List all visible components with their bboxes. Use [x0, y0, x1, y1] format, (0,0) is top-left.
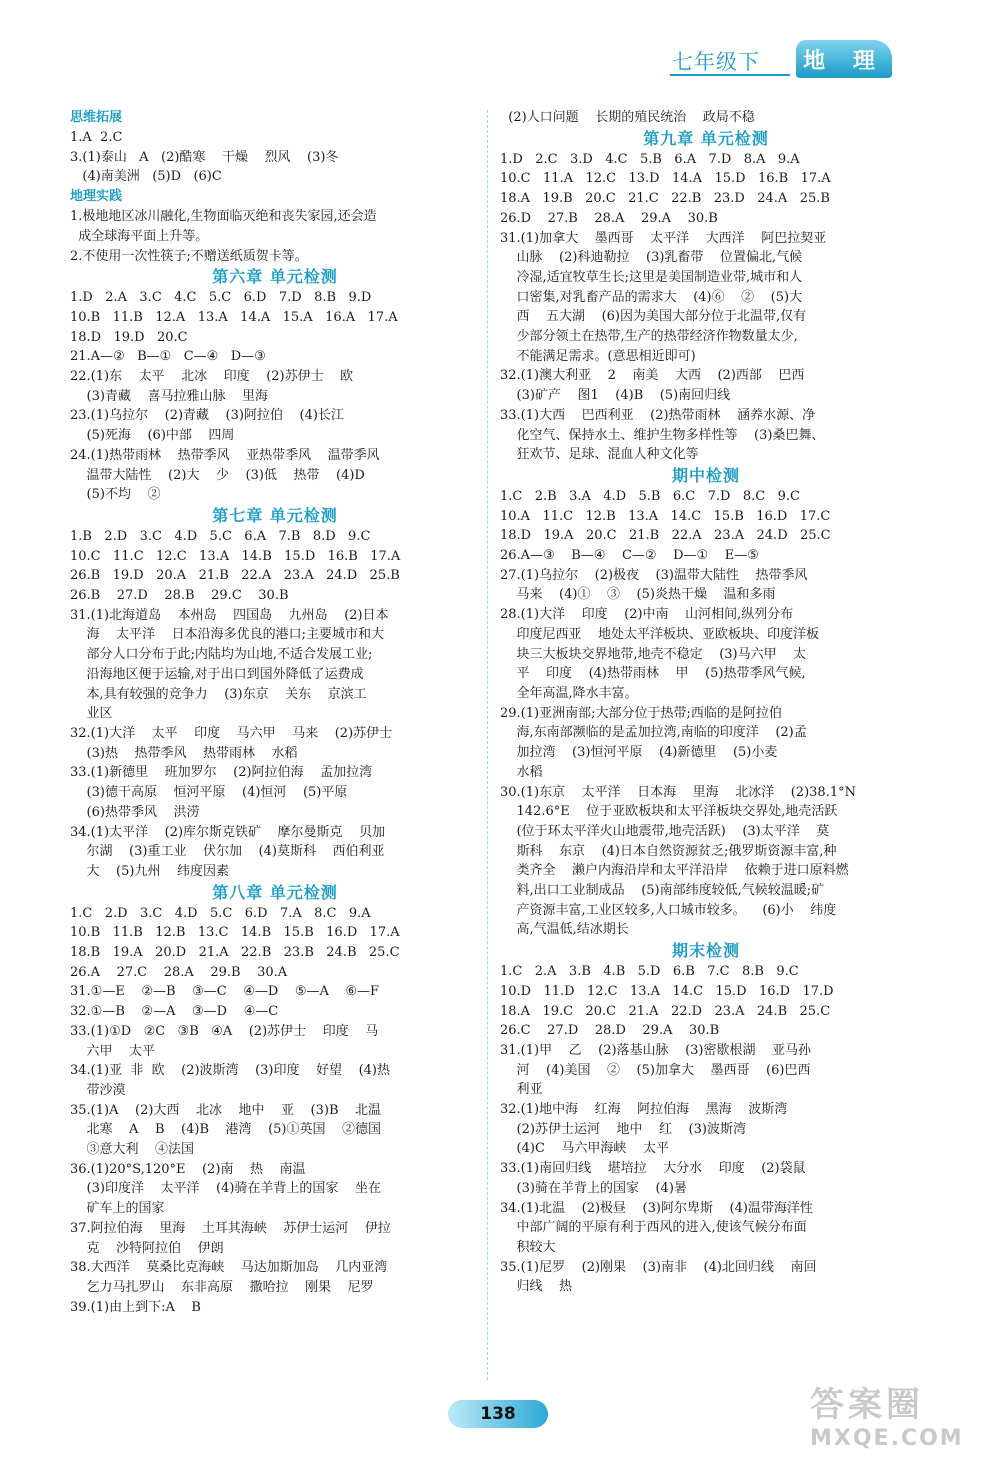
- answer-line: 31.(1)加拿大 墨西哥 太平洋 大西洋 阿巴拉契亚: [500, 230, 827, 246]
- answer-line: 24.(1)热带雨林 热带季风 亚热带季风 温带季风: [70, 447, 380, 463]
- answer-line: 33.(1)①D ②C ③B ④A (2)苏伊士 印度 马: [70, 1023, 379, 1039]
- answer-line: (3)骑在羊背上的国家 (4)暑: [500, 1180, 687, 1196]
- answer-line: 32.(1)大洋 太平 印度 马六甲 马来 (2)苏伊士: [70, 725, 393, 741]
- answer-line: 平 印度 (4)热带雨林 甲 (5)热带季风气候,: [500, 666, 806, 682]
- answer-line: 产资源丰富,工业区较多,人口城市较多。 (6)小 纬度: [500, 902, 837, 918]
- answer-line: (5)死海 (6)中部 四周: [70, 428, 235, 444]
- answer-line: 业区: [70, 706, 113, 722]
- answer-line: (3)印度洋 太平洋 (4)骑在羊背上的国家 坐在: [70, 1181, 381, 1197]
- answer-line: 全年高温,降水丰富。: [500, 685, 638, 701]
- section-title: 第九章 单元检测: [643, 128, 769, 148]
- answer-line: 河 (4)美国 ② (5)加拿大 墨西哥 (6)巴西: [500, 1062, 811, 1078]
- section-title: 第七章 单元检测: [212, 505, 338, 525]
- answer-line: 18.D 19.D 20.C: [70, 329, 188, 345]
- answer-line: (3)矿产 图1 (4)B (5)南回归线: [500, 388, 731, 404]
- answer-line: 32.(1)地中海 红海 阿拉伯海 黑海 波斯湾: [500, 1102, 788, 1118]
- answer-line: 矿车上的国家: [70, 1201, 165, 1217]
- answer-line: 海,东南部濒临的是孟加拉湾,南临的印度洋 (2)孟: [500, 725, 807, 741]
- answer-line: 18.D 19.A 20.C 21.B 22.A 23.A 24.D 25.C: [500, 528, 831, 544]
- answer-line: (2)苏伊士运河 地中 红 (3)波斯湾: [500, 1121, 746, 1137]
- watermark-title: 答案圈: [810, 1385, 924, 1425]
- answer-line: (5)不均 ②: [70, 487, 161, 503]
- answer-line: 35.(1)A (2)大西 北冰 地中 亚 (3)B 北温: [70, 1102, 382, 1118]
- answer-line: (位于环太平洋火山地震带,地壳活跃) (3)太平洋 莫: [500, 823, 830, 839]
- watermark-url: MXQE.COM: [810, 1426, 964, 1451]
- answer-line: 1.C 2.B 3.A 4.D 5.B 6.C 7.D 8.C 9.C: [500, 488, 800, 504]
- answer-line: 尔湖 (3)重工业 伏尔加 (4)莫斯科 西伯利亚: [70, 844, 385, 860]
- answer-line: 32.①—B ②—A ③—D ④—C: [70, 1004, 279, 1020]
- answer-line: 33.(1)新德里 班加罗尔 (2)阿拉伯海 孟加拉湾: [70, 765, 373, 781]
- answer-line: 27.(1)乌拉尔 (2)极夜 (3)温带大陆性 热带季风: [500, 567, 808, 583]
- answer-line: 块三大板块交界地带,地壳不稳定 (3)马六甲 太: [500, 646, 807, 662]
- answer-line: 18.A 19.C 20.C 21.A 22.D 23.A 24.B 25.C: [500, 1003, 831, 1019]
- answer-line: 利亚: [500, 1082, 543, 1098]
- answer-line: 水稻: [500, 764, 543, 780]
- answer-line: 1.D 2.A 3.C 4.C 5.C 6.D 7.D 8.B 9.D: [70, 290, 372, 306]
- answer-line: 18.A 19.B 20.C 21.C 22.B 23.D 24.A 25.B: [500, 191, 830, 207]
- answer-line: (3)青藏 喜马拉雅山脉 里海: [70, 388, 269, 404]
- answer-line: 26.A 27.C 28.A 29.B 30.A: [70, 964, 288, 980]
- answer-line: 1.D 2.C 3.D 4.C 5.B 6.A 7.D 8.A 9.A: [500, 151, 800, 167]
- answer-line: 1.C 2.D 3.C 4.D 5.C 6.D 7.A 8.C 9.A: [70, 905, 371, 921]
- answer-line: 3.(1)泰山 A (2)酷寒 干燥 烈风 (3)冬: [70, 149, 339, 165]
- answer-line: 26.C 27.D 28.D 29.A 30.B: [500, 1023, 720, 1039]
- answer-line: 口密集,对乳畜产品的需求大 (4)⑥ ② (5)大: [500, 289, 803, 305]
- right-column: [500, 108, 912, 1297]
- answer-line: (4)C 马六甲海峡 太平: [500, 1141, 669, 1157]
- answer-line: (6)热带季风 洪涝: [70, 804, 200, 820]
- answer-line: 印度尼西亚 地处太平洋板块、亚欧板块、印度洋板: [500, 626, 820, 642]
- answer-line: 23.(1)乌拉尔 (2)青藏 (3)阿拉伯 (4)长江: [70, 408, 344, 424]
- answer-line: 本,具有较强的竞争力 (3)东京 关东 京滨工: [70, 686, 367, 702]
- answer-line: 1.极地地区冰川融化,生物面临灭绝和丧失家园,还会造: [70, 209, 377, 225]
- answer-line: 18.B 19.A 20.D 21.A 22.B 23.B 24.B 25.C: [70, 945, 400, 961]
- left-column: [70, 108, 480, 1317]
- page-header: [0, 40, 1000, 100]
- answer-line: 31.①—E ②—B ③—C ④—D ⑤—A ⑥—F: [70, 984, 380, 1000]
- answer-line: 39.(1)由上到下:A B: [70, 1299, 201, 1315]
- answer-line: 不能满足需求。(意思相近即可): [500, 348, 696, 364]
- answer-line: 33.(1)大西 巴西利亚 (2)热带雨林 涵养水源、净: [500, 407, 816, 423]
- section-title: 期中检测: [671, 465, 740, 485]
- answer-line: 中部广阔的平原有利于西风的进入,使该气候分布面: [500, 1220, 807, 1236]
- answer-line: 26.A—③ B—④ C—② D—① E—⑤: [500, 548, 759, 564]
- section-title: 第六章 单元检测: [212, 267, 338, 287]
- subject-tab: 地 理: [796, 40, 892, 78]
- answer-line: 2.不使用一次性筷子;不赠送纸质贺卡等。: [70, 248, 308, 264]
- answer-line: (3)热 热带季风 热带雨林 水稻: [70, 745, 298, 761]
- answer-line: 30.(1)东京 太平洋 日本海 里海 北冰洋 (2)38.1°N: [500, 784, 856, 800]
- answer-line: ③意大利 ④法国: [70, 1142, 195, 1158]
- answer-line: 带沙漠: [70, 1082, 126, 1098]
- answer-line: 六甲 太平: [70, 1043, 156, 1059]
- answer-line: 36.(1)20°S,120°E (2)南 热 南温: [70, 1161, 306, 1177]
- answer-line: 料,出口工业制成品 (5)南部纬度较低,气候较温暖;矿: [500, 883, 825, 899]
- answer-line: 10.D 11.D 12.C 13.A 14.C 15.D 16.D 17.D: [500, 983, 834, 999]
- answer-line: 38.大西洋 莫桑比克海峡 马达加斯加岛 几内亚湾: [70, 1260, 388, 1276]
- answer-line: 34.(1)亚 非 欧 (2)波斯湾 (3)印度 好望 (4)热: [70, 1063, 390, 1079]
- answer-line: 1.C 2.A 3.B 4.B 5.D 6.B 7.C 8.B 9.C: [500, 964, 799, 980]
- answer-line: 少部分领土在热带,生产的热带经济作物数量太少,: [500, 329, 798, 345]
- answer-line: 35.(1)尼罗 (2)刚果 (3)南非 (4)北回归线 南回: [500, 1259, 817, 1275]
- header-rule: [670, 74, 790, 76]
- answer-line: 加拉湾 (3)恒河平原 (4)新德里 (5)小麦: [500, 745, 778, 761]
- answer-line: 北寒 A B (4)B 港湾 (5)①英国 ②德国: [70, 1122, 382, 1138]
- answer-line: 31.(1)北海道岛 本州岛 四国岛 九州岛 (2)日本: [70, 607, 389, 623]
- answer-line: 10.B 11.B 12.A 13.A 14.A 15.A 16.A 17.A: [70, 309, 398, 325]
- answer-line: 10.C 11.A 12.C 13.D 14.A 15.D 16.B 17.A: [500, 171, 831, 187]
- section-label: 地理实践: [70, 189, 123, 205]
- answer-line: 西 五大湖 (6)因为美国大部分位于北温带,仅有: [500, 309, 807, 325]
- answer-line: 10.B 11.B 12.B 13.C 14.B 15.B 16.D 17.A: [70, 925, 400, 941]
- answer-line: 高,气温低,结冰期长: [500, 922, 629, 938]
- answer-line: 沿海地区便于运输,对于出口到国外降低了运费成: [70, 666, 364, 682]
- answer-line: (2)人口问题 长期的殖民统治 政局不稳: [500, 110, 755, 125]
- answer-line: 积较大: [500, 1239, 556, 1255]
- answer-line: 33.(1)南回归线 堪培拉 大分水 印度 (2)袋鼠: [500, 1161, 806, 1177]
- answer-line: 1.A 2.C: [70, 130, 123, 145]
- answer-line: 26.B 27.D 28.B 29.C 30.B: [70, 588, 289, 604]
- answer-line: 冷湿,适宜牧草生长;这里是美国制造业带,城市和人: [500, 269, 803, 285]
- grade-label: 七年级下: [672, 50, 760, 74]
- answer-line: 10.A 11.C 12.B 13.A 14.C 15.B 16.D 17.C: [500, 508, 831, 524]
- answer-line: 31.(1)甲 乙 (2)落基山脉 (3)密歇根湖 亚马孙: [500, 1042, 812, 1058]
- answer-line: (4)南美洲 (5)D (6)C: [70, 169, 222, 185]
- answer-line: (3)德干高原 恒河平原 (4)恒河 (5)平原: [70, 785, 348, 801]
- answer-line: 34.(1)北温 (2)极昼 (3)阿尔卑斯 (4)温带海洋性: [500, 1200, 813, 1216]
- answer-line: 32.(1)澳大利亚 2 南美 大西 (2)西部 巴西: [500, 368, 805, 384]
- column-divider: [487, 110, 488, 1380]
- answer-line: 乞力马扎罗山 东非高原 撒哈拉 刚果 尼罗: [70, 1279, 374, 1295]
- answer-line: 温带大陆性 (2)大 少 (3)低 热带 (4)D: [70, 467, 365, 483]
- answer-line: 21.A—② B—① C—④ D—③: [70, 349, 266, 365]
- answer-line: 142.6°E 位于亚欧板块和太平洋板块交界处,地壳活跃: [500, 804, 838, 820]
- answer-line: 类齐全 濑户内海沿岸和太平洋沿岸 依赖于进口原料燃: [500, 863, 849, 879]
- answer-line: 化空气、保持水土、维护生物多样性等 (3)桑巴舞、: [500, 427, 825, 443]
- answer-line: 狂欢节、足球、混血人种文化等: [500, 447, 699, 463]
- answer-line: 山脉 (2)科迪勒拉 (3)乳畜带 位置偏北,气候: [500, 250, 803, 266]
- answer-line: 大 (5)九州 纬度因素: [70, 863, 230, 879]
- answer-line: 马来 (4)① ③ (5)炎热干燥 温和多雨: [500, 587, 776, 603]
- section-label: 思维拓展: [70, 110, 123, 125]
- answer-line: 29.(1)亚洲南部;大部分位于热带;西临的是阿拉伯: [500, 705, 782, 721]
- answer-line: 1.B 2.D 3.C 4.D 5.C 6.A 7.B 8.D 9.C: [70, 528, 371, 544]
- answer-line: 克 沙特阿拉伯 伊朗: [70, 1240, 224, 1256]
- answer-line: 34.(1)太平洋 (2)库尔斯克铁矿 摩尔曼斯克 贝加: [70, 824, 386, 840]
- answer-line: 22.(1)东 太平 北冰 印度 (2)苏伊士 欧: [70, 369, 354, 385]
- answer-line: 海 太平洋 日本沿海多优良的港口;主要城市和大: [70, 627, 384, 643]
- answer-line: 斯科 东京 (4)日本自然资源贫乏;俄罗斯资源丰富,种: [500, 843, 837, 859]
- answer-line: 26.B 19.D 20.A 21.B 22.A 23.A 24.D 25.B: [70, 568, 400, 584]
- answer-line: 成全球海平面上升等。: [70, 228, 209, 244]
- answer-line: 28.(1)大洋 印度 (2)中南 山河相间,纵列分布: [500, 607, 794, 623]
- answer-line: 37.阿拉伯海 里海 土耳其海峡 苏伊士运河 伊拉: [70, 1220, 391, 1236]
- answer-line: 部分人口分布于此;内陆均为山地,不适合发展工业;: [70, 647, 373, 663]
- answer-line: 10.C 11.C 12.C 13.A 14.B 15.D 16.B 17.A: [70, 548, 401, 564]
- answer-line: 归线 热: [500, 1279, 573, 1295]
- page-number: 138: [448, 1400, 548, 1428]
- watermark-logo: [810, 1385, 990, 1465]
- answer-line: 26.D 27.B 28.A 29.A 30.B: [500, 210, 718, 226]
- section-title: 期末检测: [671, 941, 740, 961]
- section-title: 第八章 单元检测: [212, 882, 338, 902]
